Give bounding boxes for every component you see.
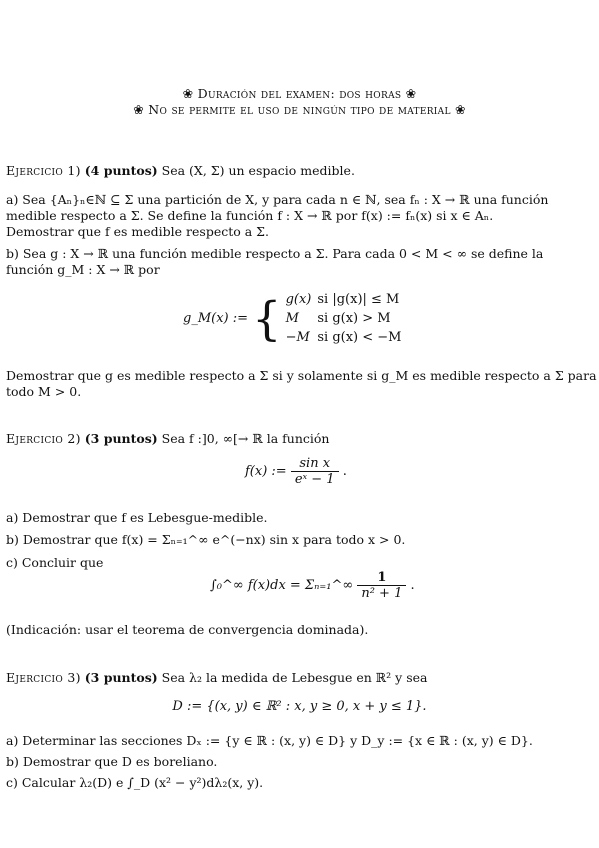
exercise-3-heading (6, 670, 427, 685)
case-row (286, 328, 408, 347)
gm-equation-lhs: g_M(x) := (183, 311, 249, 326)
series-term-fraction (357, 570, 406, 601)
gm-cases (286, 290, 408, 347)
exam-duration: ❀ Duración del examen: dos horas ❀ (182, 86, 417, 101)
materials-rule: ❀ No se permite el uso de ningún tipo de material ❀ (133, 102, 466, 117)
exercise-1a-line-1: a) Sea {Aₙ}ₙ∈ℕ ⊆ Σ una partición de X, y para cada n ∈ ℕ, sea fₙ : X → ℝ una función (6, 192, 549, 207)
exercise-1-points: (4 puntos) (84, 163, 158, 178)
exercise-1b-line-2: función g_M : X → ℝ por (6, 262, 160, 277)
exercise-3-intro: Sea λ₂ la medida de Lebesgue en ℝ² y sea (161, 670, 428, 685)
exercise-2-hint: (Indicación: usar el teorema de convergencia dominada). (6, 622, 369, 637)
exercise-3-title: Ejercicio 3) (6, 670, 81, 685)
exercise-2a: a) Demostrar que f es Lebesgue-medible. (6, 510, 268, 525)
integral-series-equation (210, 570, 415, 601)
f-denominator: eˣ − 1 (291, 471, 339, 487)
left-brace: { (252, 291, 282, 346)
exercise-1b-line-1: b) Sea g : X → ℝ una función medible respecto a Σ. Para cada 0 < M < ∞ se define la (6, 246, 544, 261)
case-value: −M (285, 330, 310, 345)
exercise-1-heading (6, 163, 355, 178)
case-condition: si g(x) < −M (317, 330, 402, 345)
f-definition-equation (245, 456, 347, 487)
f-fraction (291, 456, 339, 487)
exercise-3b: b) Demostrar que D es boreliano. (6, 754, 218, 769)
gm-piecewise-equation (183, 290, 408, 347)
case-row (286, 290, 408, 309)
f-equation-lhs: f(x) := (245, 464, 287, 479)
case-condition: si |g(x)| ≤ M (317, 292, 400, 307)
series-numerator: 1 (377, 570, 387, 585)
case-condition: si g(x) > M (317, 311, 391, 326)
exercise-1c-line-1: Demostrar que g es medible respecto a Σ si y solamente si g_M es medible respecto a Σ para (6, 368, 597, 383)
exercise-1a-line-2: medible respecto a Σ. Se define la función f : X → ℝ por f(x) := fₙ(x) si x ∈ Aₙ. (6, 208, 494, 223)
f-equation-period: . (342, 464, 347, 479)
exercise-3-points: (3 puntos) (84, 670, 158, 685)
exercise-3a: a) Determinar las secciones Dₓ := {y ∈ ℝ : (x, y) ∈ D} y D_y := {x ∈ ℝ : (x, y) ∈ D}. (6, 733, 533, 748)
exercise-1-intro: Sea (X, Σ) un espacio medible. (161, 163, 355, 178)
case-value: g(x) (285, 292, 312, 307)
case-row (286, 309, 408, 328)
exercise-2b: b) Demostrar que f(x) = Σₙ₌₁^∞ e^(−nx) sin x para todo x > 0. (6, 532, 406, 547)
exercise-1a-line-3: Demostrar que f es medible respecto a Σ. (6, 224, 269, 239)
exercise-2-title: Ejercicio 2) (6, 431, 81, 446)
set-d-definition: D := {(x, y) ∈ ℝ² : x, y ≥ 0, x + y ≤ 1}. (172, 699, 427, 714)
exercise-3c: c) Calcular λ₂(D) e ∫_D (x² − y²)dλ₂(x, y). (6, 775, 264, 790)
exercise-2c: c) Concluir que (6, 555, 104, 570)
f-numerator: sin x (299, 456, 331, 471)
exercise-2-intro: Sea f :]0, ∞[→ ℝ la función (161, 431, 330, 446)
exercise-1c-line-2: todo M > 0. (6, 384, 82, 399)
exercise-2-heading (6, 431, 329, 446)
case-value: M (285, 311, 299, 326)
series-denominator: n² + 1 (357, 585, 406, 601)
integral-equation-period: . (410, 578, 415, 593)
exercise-2-points: (3 puntos) (84, 431, 158, 446)
integral-lhs: ∫₀^∞ f(x)dx = Σₙ₌₁^∞ (210, 578, 354, 593)
exercise-1-title: Ejercicio 1) (6, 163, 81, 178)
